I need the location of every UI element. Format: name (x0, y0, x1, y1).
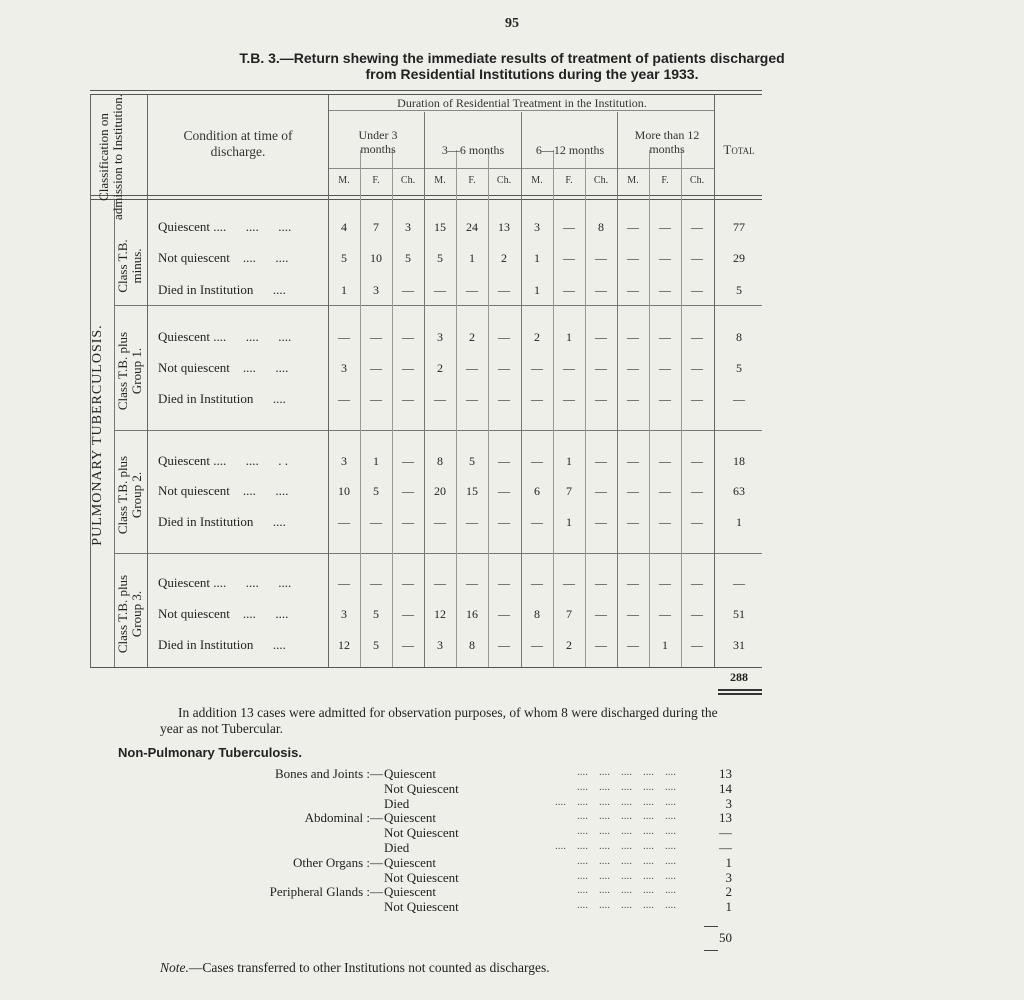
table-cell: — (659, 515, 671, 529)
np-category: Peripheral Glands :— (269, 884, 383, 900)
np-leader-dots: .... .... .... .... .... .... (555, 795, 676, 808)
condition-label: Quiescent .... .... .... (158, 219, 292, 234)
table-cell: — (691, 484, 703, 498)
table-cell: 1 (566, 515, 572, 529)
sub-col-header: M. (627, 175, 639, 186)
table-cell: — (659, 454, 671, 468)
table-cell: 20 (434, 484, 446, 498)
table-cell: 1 (534, 251, 540, 265)
page-title (0, 50, 1024, 82)
table-cell: — (531, 638, 543, 652)
table-cell: — (627, 576, 639, 590)
table-cell: 2 (534, 330, 540, 344)
table-cell: — (659, 576, 671, 590)
table-cell: 1 (566, 454, 572, 468)
sub-col-header: Ch. (400, 175, 416, 186)
table-cell: — (659, 220, 671, 234)
sub-col-header: M. (531, 175, 543, 186)
table-cell: — (338, 515, 350, 529)
condition-label: Died in Institution .... (158, 282, 286, 297)
table-cell: 1 (373, 454, 379, 468)
np-value: 13 (719, 810, 732, 826)
sub-col-header: F. (565, 175, 573, 186)
table-cell: — (659, 283, 671, 297)
np-category: Abdominal :— (304, 810, 383, 826)
footnote: Note.—Cases transferred to other Institutions not counted as discharges. (160, 960, 550, 975)
table-cell: 16 (466, 607, 478, 621)
row-total: 1 (736, 515, 742, 529)
table-cell: — (627, 220, 639, 234)
table-cell: — (627, 283, 639, 297)
table-cell: 8 (437, 454, 443, 468)
condition-label: Not quiescent .... .... (158, 483, 289, 498)
table-cell: 5 (373, 638, 379, 652)
table-cell: — (659, 484, 671, 498)
table-cell: 5 (469, 454, 475, 468)
table-cell: — (691, 330, 703, 344)
table-cell: — (691, 361, 703, 375)
table-cell: — (498, 361, 510, 375)
row-total: 31 (733, 638, 745, 652)
table-cell: — (659, 251, 671, 265)
table-cell: 6 (534, 484, 540, 498)
table-cell: — (402, 361, 414, 375)
table-cell: — (338, 330, 350, 344)
np-condition: Died (384, 795, 410, 811)
table-cell: — (691, 638, 703, 652)
table-cell: 1 (566, 330, 572, 344)
np-condition: Died (384, 840, 410, 855)
np-leader-dots: .... .... .... .... .... .... (555, 840, 676, 852)
period-header-3-6: 3—6 months (441, 143, 505, 157)
condition-label: Died in Institution .... (158, 637, 286, 652)
table-cell: — (402, 392, 414, 406)
table-cell: — (595, 251, 607, 265)
np-condition: Quiescent (384, 766, 436, 781)
table-cell: — (466, 361, 478, 375)
pulmonary-label: PULMONARY TUBERCULOSIS. (90, 324, 105, 546)
table-cell: — (370, 330, 382, 344)
table-cell: — (627, 454, 639, 468)
condition-header: Condition at time of discharge. (183, 128, 293, 159)
table-cell: — (338, 392, 350, 406)
table-cell: 2 (469, 330, 475, 344)
sub-col-header: F. (468, 175, 476, 186)
table-cell: 5 (373, 607, 379, 621)
table-cell: — (563, 576, 575, 590)
table-cell: 24 (466, 220, 478, 234)
table-cell: 7 (566, 484, 572, 498)
row-total: — (733, 392, 745, 406)
np-value: 3 (725, 869, 732, 885)
np-value: 2 (725, 884, 732, 900)
table-cell: — (595, 454, 607, 468)
table-cell: — (338, 576, 350, 590)
np-value: — (719, 840, 732, 855)
table-cell: — (531, 361, 543, 375)
table-cell: — (498, 283, 510, 297)
table-cell: — (434, 283, 446, 297)
table-cell: — (659, 392, 671, 406)
table-cell: 3 (341, 607, 347, 621)
table-cell: — (595, 638, 607, 652)
table-cell: — (627, 484, 639, 498)
table-cell: 5 (437, 251, 443, 265)
table-cell: — (595, 361, 607, 375)
table-cell: — (691, 576, 703, 590)
table-cell: — (595, 515, 607, 529)
table-cell: 10 (370, 251, 382, 265)
table-cell: — (466, 283, 478, 297)
row-total: 18 (733, 454, 745, 468)
table-cell: — (466, 515, 478, 529)
condition-label: Not quiescent .... .... (158, 360, 289, 375)
period-header-under-3: Under 3 months (358, 128, 398, 156)
classification-header: Classification on admission to Institution. (96, 93, 125, 221)
table-cell: 15 (466, 484, 478, 498)
table-cell: — (691, 454, 703, 468)
table-cell: 5 (405, 251, 411, 265)
table-cell: — (402, 484, 414, 498)
np-condition: Not Quiescent (384, 899, 459, 915)
table-cell: — (595, 330, 607, 344)
np-condition: Not Quiescent (384, 869, 459, 885)
table-cell: — (498, 607, 510, 621)
table-cell: 7 (373, 220, 379, 234)
table-cell: — (466, 576, 478, 590)
table-cell: — (627, 251, 639, 265)
table-cell: — (659, 607, 671, 621)
table-cell: — (691, 515, 703, 529)
sub-col-header: F. (372, 175, 380, 186)
np-leader-dots: .... .... .... .... .... (577, 810, 676, 823)
sub-col-header: F. (661, 175, 669, 186)
table-cell: 8 (598, 220, 604, 234)
np-value: 3 (725, 795, 732, 811)
title-line-2: from Residential Institutions during the year 1933. (365, 66, 699, 82)
table-cell: — (498, 454, 510, 468)
row-total: 29 (733, 251, 745, 265)
table-cell: 5 (373, 484, 379, 498)
table-cell: — (595, 283, 607, 297)
table-cell: — (531, 392, 543, 406)
period-header-over-12: More than 12 months (634, 128, 700, 156)
footnote-prefix: Note. (160, 960, 189, 975)
table-cell: — (595, 392, 607, 406)
sub-col-header: M. (434, 175, 446, 186)
condition-label: Quiescent .... .... .... (158, 329, 292, 344)
np-value: 13 (719, 766, 732, 781)
table-cell: — (595, 576, 607, 590)
table-cell: — (691, 220, 703, 234)
table-cell: — (402, 330, 414, 344)
table-cell: — (498, 576, 510, 590)
np-leader-dots: .... .... .... .... .... (577, 869, 676, 882)
table-cell: — (402, 283, 414, 297)
table-cell: 1 (662, 638, 668, 652)
group-label: Class T.B. plus Group 3. (115, 574, 144, 654)
table-cell: — (531, 515, 543, 529)
table-cell: — (434, 576, 446, 590)
table-cell: 8 (534, 607, 540, 621)
table-cell: — (531, 454, 543, 468)
table-cell: — (370, 515, 382, 529)
table-cell: — (659, 330, 671, 344)
table-cell: — (627, 330, 639, 344)
table-cell: 5 (341, 251, 347, 265)
row-total: 5 (736, 283, 742, 297)
np-leader-dots: .... .... .... .... .... (577, 780, 676, 793)
page-number: 95 (505, 16, 519, 31)
np-value: — (719, 825, 732, 841)
table-cell: 2 (437, 361, 443, 375)
row-total: 5 (736, 361, 742, 375)
np-condition: Quiescent (384, 854, 436, 870)
table-cell: 12 (338, 638, 350, 652)
table-cell: — (595, 607, 607, 621)
table-cell: 4 (341, 220, 347, 234)
np-condition: Quiescent (384, 884, 436, 900)
table-cell: — (563, 392, 575, 406)
np-condition: Not Quiescent (384, 825, 459, 841)
table-cell: — (498, 392, 510, 406)
table-cell: — (691, 251, 703, 265)
table-cell: — (402, 638, 414, 652)
table-cell: — (402, 454, 414, 468)
row-total: 77 (733, 220, 745, 234)
table-cell: — (691, 607, 703, 621)
table-cell: 3 (341, 454, 347, 468)
group-label: Class T.B. plus Group 1. (115, 331, 144, 411)
table-cell: 3 (341, 361, 347, 375)
table-cell: 10 (338, 484, 350, 498)
table-cell: — (627, 361, 639, 375)
np-leader-dots: .... .... .... .... .... (577, 854, 676, 867)
table-cell: — (531, 576, 543, 590)
np-value: 14 (719, 780, 732, 796)
np-value: 1 (725, 854, 732, 870)
table-cell: 2 (566, 638, 572, 652)
table-cell: 1 (341, 283, 347, 297)
table-cell: 3 (437, 330, 443, 344)
table-cell: — (498, 330, 510, 344)
sub-col-header: Ch. (496, 175, 512, 186)
condition-label: Died in Institution .... (158, 514, 286, 529)
table-cell: — (563, 283, 575, 297)
np-leader-dots: .... .... .... .... .... (577, 899, 676, 912)
table-cell: — (402, 515, 414, 529)
non-pulmonary-heading: Non-Pulmonary Tuberculosis. (118, 745, 302, 760)
table-cell: — (563, 361, 575, 375)
table-cell: 13 (498, 220, 510, 234)
np-category: Other Organs :— (292, 854, 383, 870)
group-label: Class T.B. minus. (115, 239, 144, 293)
table-cell: — (691, 392, 703, 406)
np-category: Bones and Joints :— (275, 766, 383, 781)
row-total: 63 (733, 484, 745, 498)
table-cell: — (691, 283, 703, 297)
non-pulmonary-total: 50 (719, 930, 732, 945)
table-cell: — (402, 607, 414, 621)
table-cell: 12 (434, 607, 446, 621)
table-cell: 1 (469, 251, 475, 265)
row-total: 51 (733, 607, 745, 621)
sub-col-header: M. (338, 175, 350, 186)
row-total: 8 (736, 330, 742, 344)
table-cell: — (627, 515, 639, 529)
table-cell: — (498, 515, 510, 529)
sub-col-header: Ch. (593, 175, 609, 186)
table-cell: — (659, 361, 671, 375)
row-total: — (733, 576, 745, 590)
np-condition: Quiescent (384, 810, 436, 826)
grand-total: 288 (730, 670, 748, 684)
period-header-6-12: 6—12 months (535, 143, 605, 157)
table-cell: 2 (501, 251, 507, 265)
np-leader-dots: .... .... .... .... .... (577, 825, 676, 838)
table-cell: 8 (469, 638, 475, 652)
condition-label: Not quiescent .... .... (158, 250, 289, 265)
table-cell: — (370, 361, 382, 375)
table-cell: — (498, 638, 510, 652)
title-line-1: T.B. 3.—Return shewing the immediate results of treatment of patients discharged (239, 50, 785, 66)
table-cell: 3 (437, 638, 443, 652)
table-cell: 15 (434, 220, 446, 234)
np-condition: Not Quiescent (384, 780, 459, 796)
np-leader-dots: .... .... .... .... .... (577, 884, 676, 897)
condition-label: Died in Institution .... (158, 391, 286, 406)
table-cell: 1 (534, 283, 540, 297)
table-cell: 3 (405, 220, 411, 234)
table-cell: — (563, 251, 575, 265)
table-cell: — (498, 484, 510, 498)
table-cell: — (370, 392, 382, 406)
duration-header: Duration of Residential Treatment in the Institution. (397, 96, 647, 110)
table-cell: — (434, 392, 446, 406)
table-cell: — (466, 392, 478, 406)
sub-col-header: Ch. (689, 175, 705, 186)
np-value: 1 (725, 899, 732, 915)
table-cell: 3 (373, 283, 379, 297)
table-cell: — (402, 576, 414, 590)
np-leader-dots: .... .... .... .... .... (577, 766, 676, 778)
table-cell: — (595, 484, 607, 498)
group-label: Class T.B. plus Group 2. (115, 455, 144, 535)
table-cell: — (434, 515, 446, 529)
table-cell: 3 (534, 220, 540, 234)
table-cell: — (627, 638, 639, 652)
table-cell: — (627, 607, 639, 621)
table-cell: — (370, 576, 382, 590)
observation-note: In addition 13 cases were admitted for observation purposes, of whom 8 were discharged during the year as not Tubercular. (160, 705, 718, 736)
total-header: Total (723, 142, 755, 157)
table-cell: — (627, 392, 639, 406)
condition-label: Not quiescent .... .... (158, 606, 289, 621)
table-cell: 7 (566, 607, 572, 621)
condition-label: Quiescent .... .... . . (158, 453, 288, 468)
table-cell: — (563, 220, 575, 234)
condition-label: Quiescent .... .... .... (158, 575, 292, 590)
